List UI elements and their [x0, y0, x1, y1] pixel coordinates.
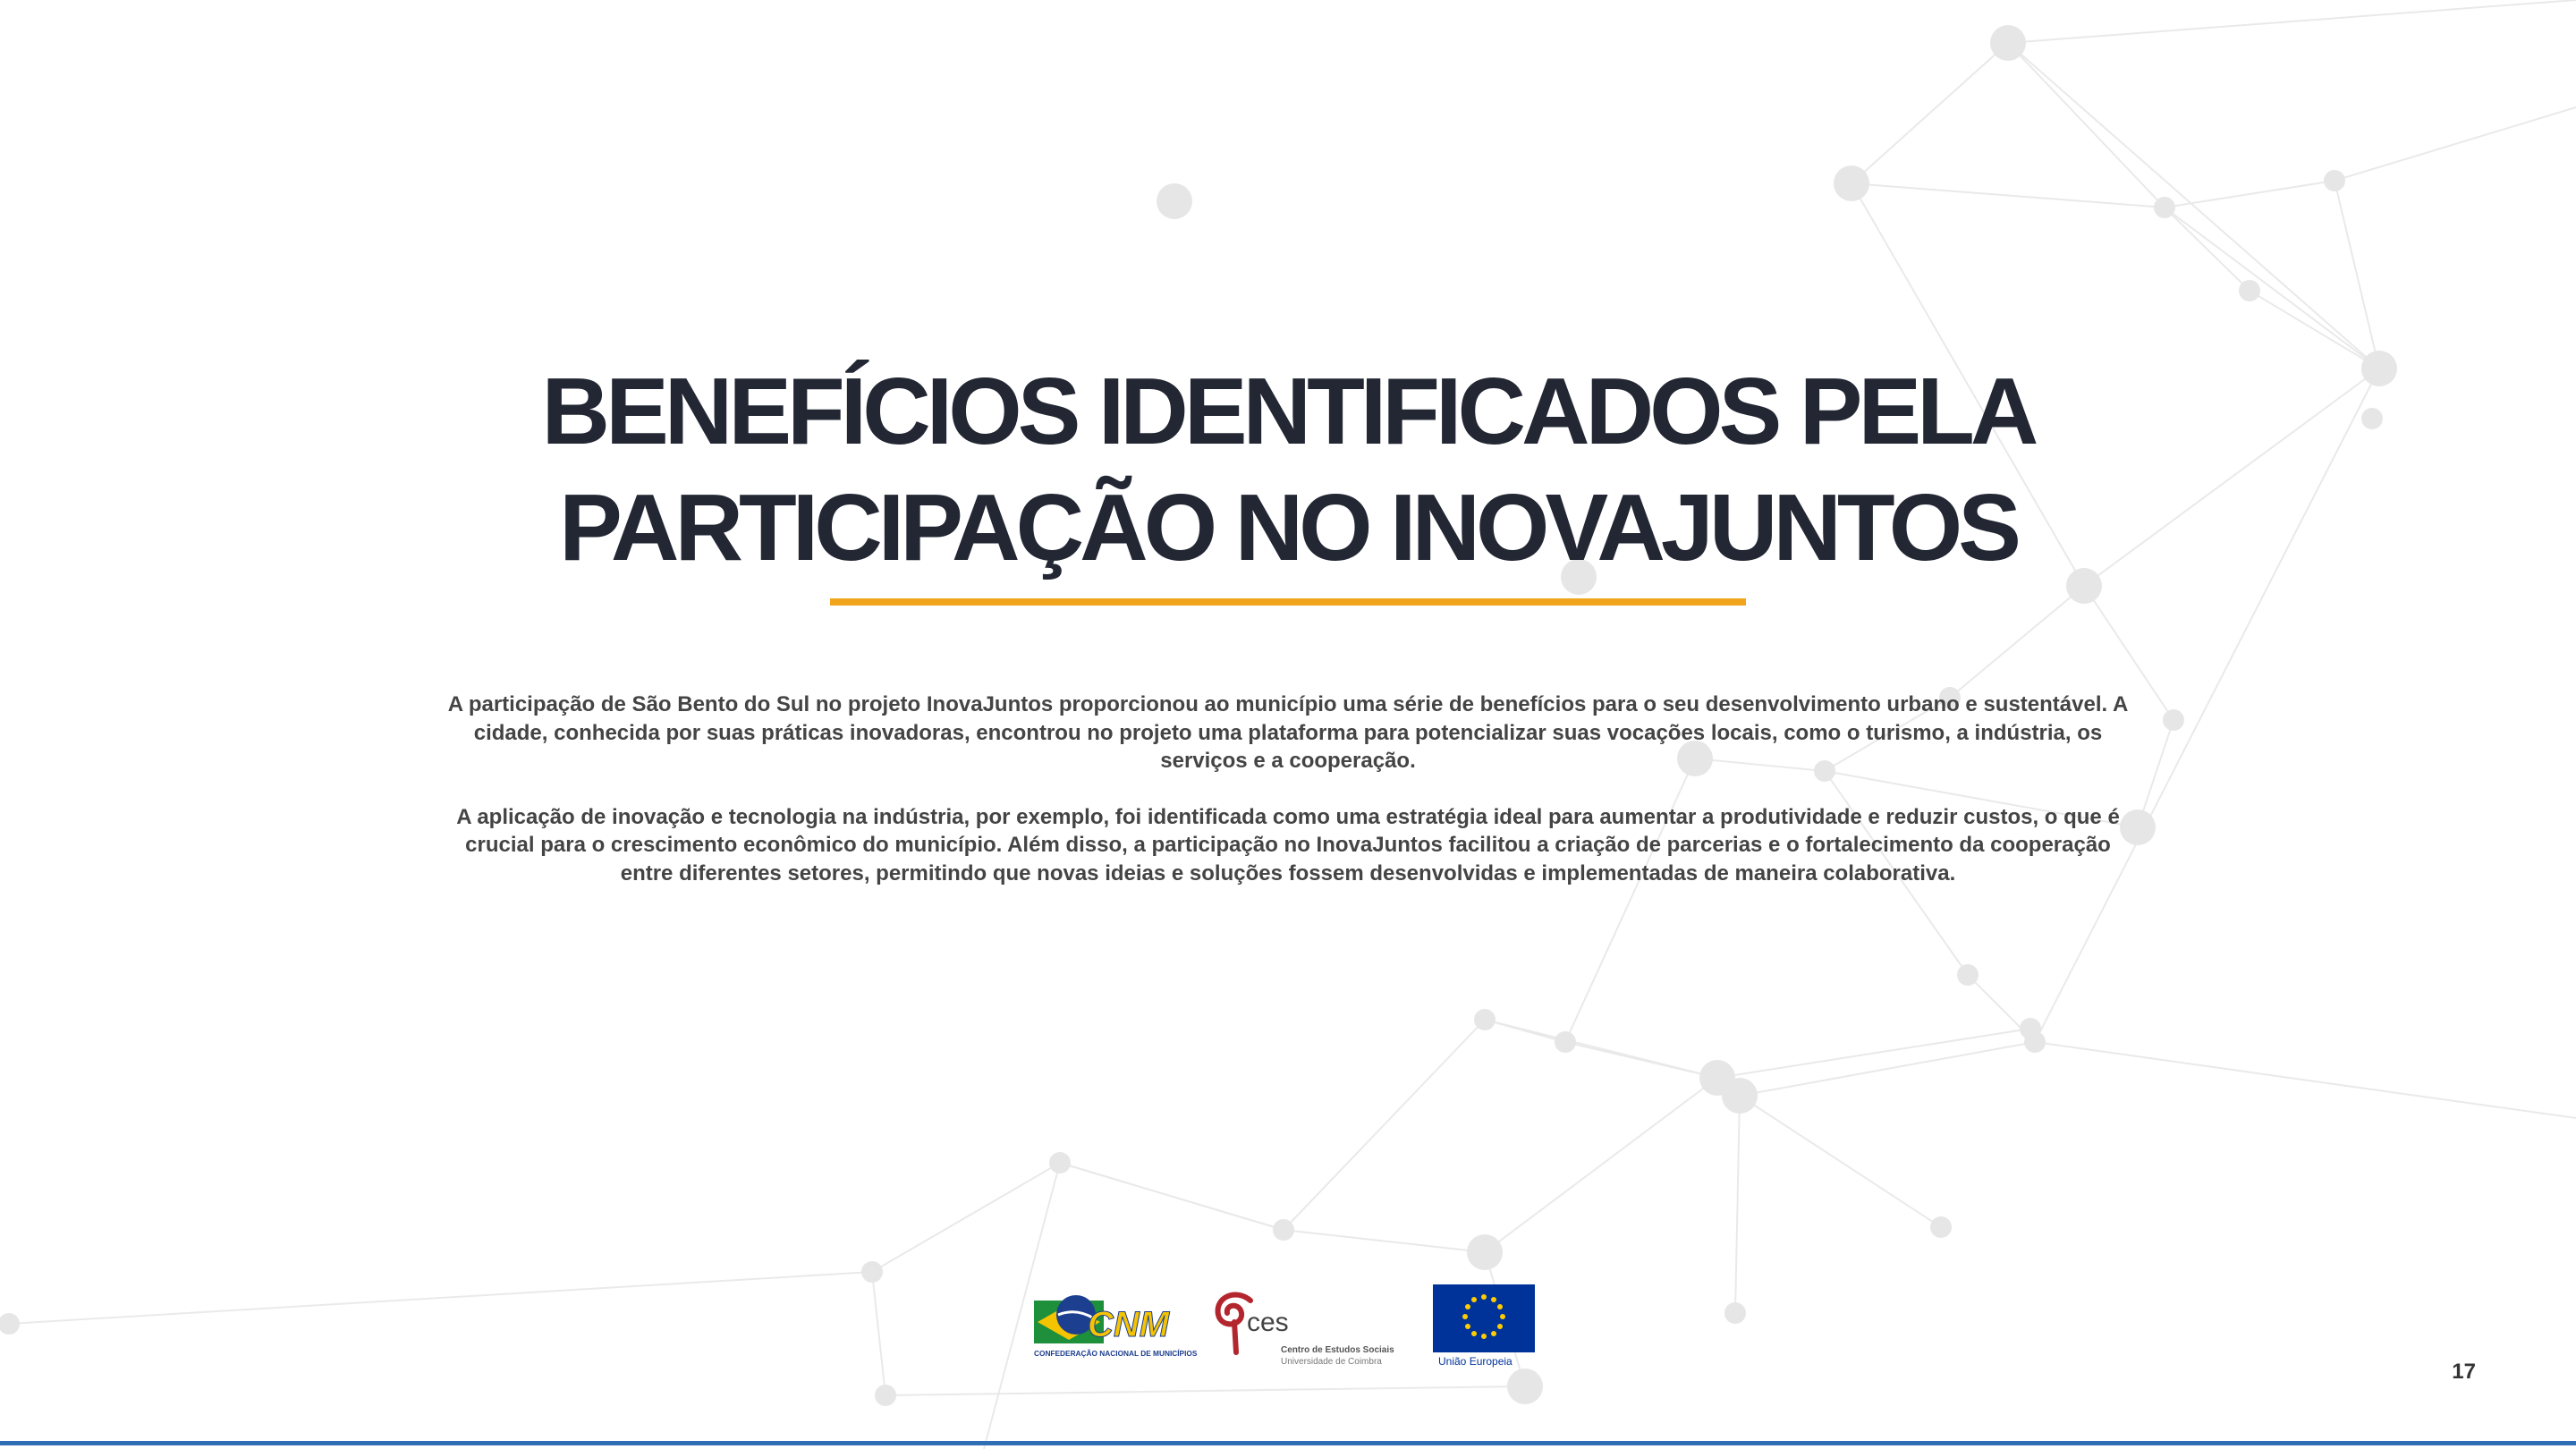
- ces-line-2: Universidade de Coimbra: [1281, 1357, 1382, 1367]
- eu-text: União Europeia: [1438, 1355, 1513, 1368]
- ces-logo: [1218, 1294, 1395, 1367]
- slide-title-line-2: PARTICIPAÇÃO NO INOVAJUNTOS: [559, 475, 2017, 580]
- ces-line-1: Centro de Estudos Sociais: [1281, 1345, 1394, 1355]
- page-number: 17: [2452, 1360, 2476, 1384]
- title-underline: [830, 598, 1746, 606]
- cnm-text: CNM: [1088, 1305, 1170, 1344]
- cnm-logo: [1034, 1295, 1198, 1358]
- slide-title-line-1: BENEFÍCIOS IDENTIFICADOS PELA: [541, 359, 2035, 464]
- paragraph-2: A aplicação de inovação e tecnologia na indústria, por exemplo, foi identificada como uma estratégia ideal para aumentar a produtividade e reduzir custos, o que é crucial para o crescimento econômico do município. Além disso, a participação no InovaJuntos facilitou a criação de parcerias e o fortalecimento da cooperação entre diferentes setores, permitindo que novas ideias e soluções fossem desenvolvidas e implementadas de maneira colaborativa.: [456, 804, 2120, 886]
- partner-logos: [1029, 1279, 1547, 1368]
- eu-logo: [1433, 1284, 1535, 1368]
- bottom-bar: [0, 1441, 2576, 1445]
- cnm-subtitle: CONFEDERAÇÃO NACIONAL DE MUNICÍPIOS: [1034, 1349, 1198, 1358]
- ces-text: ces: [1247, 1308, 1289, 1337]
- paragraph-1: A participação de São Bento do Sul no projeto InovaJuntos proporcionou ao município uma série de benefícios para o seu desenvolvimento urbano e sustentável. A cidade, conhecida por suas práticas inovadoras, encontrou no projeto uma plataforma para potencializar suas vocações locais, como o turismo, a indústria, os serviços e a cooperação.: [447, 692, 2129, 773]
- slide-title: [394, 353, 2182, 586]
- body-text: [438, 691, 2138, 915]
